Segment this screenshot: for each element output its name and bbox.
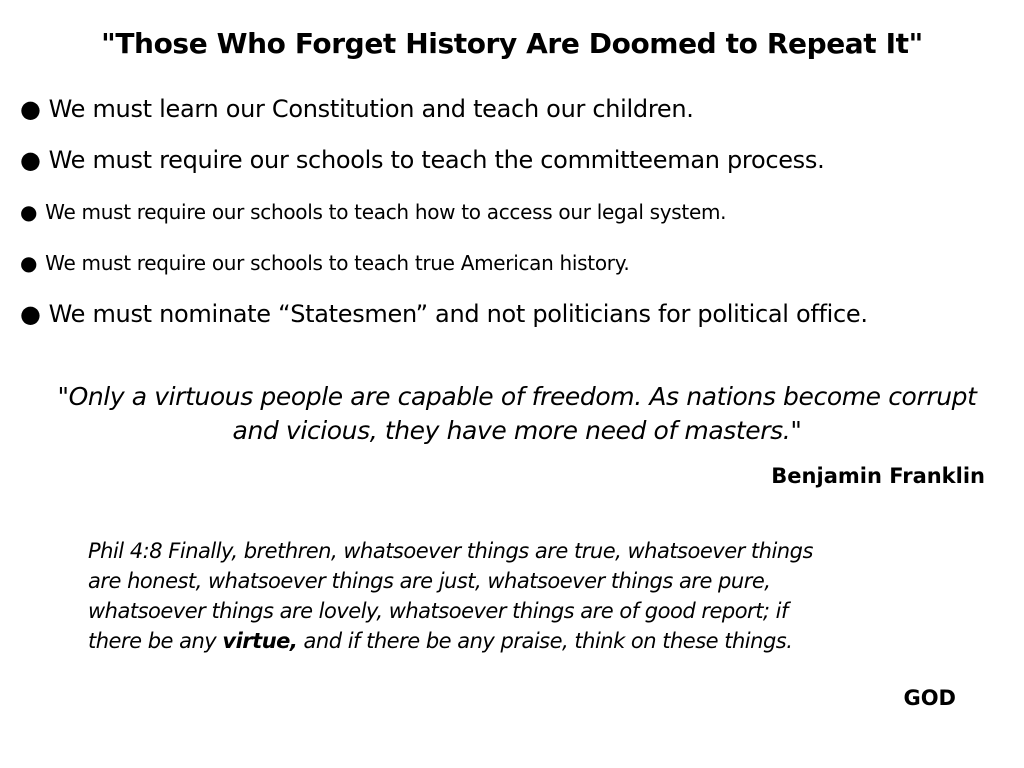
bullet-text: We must require our schools to teach how to access our legal system. — [45, 200, 727, 224]
bullet-dot-icon: ● — [20, 200, 38, 224]
quote-author: Benjamin Franklin — [771, 464, 985, 488]
bullet-item — [20, 94, 694, 124]
verse-line — [88, 626, 948, 656]
bullet-item — [20, 145, 824, 175]
bullet-item — [20, 299, 868, 329]
bullet-item — [20, 199, 726, 225]
verse-emphasis: virtue, — [222, 629, 298, 653]
franklin-quote: "Only a virtuous people are capable of freedom. As nations become corrupt and vicious, they have more need of masters." — [57, 382, 977, 445]
bullet-dot-icon: ● — [20, 300, 41, 328]
verse-text: there be any — [88, 629, 223, 653]
verse-text: and if there be any praise, think on these things. — [297, 629, 793, 653]
bullet-dot-icon: ● — [20, 95, 41, 123]
verse-line: whatsoever things are lovely, whatsoever things are of good report; if — [88, 599, 788, 623]
scripture-verse — [88, 536, 948, 656]
bullet-text: We must require our schools to teach the committeeman process. — [48, 146, 825, 174]
verse-line: are honest, whatsoever things are just, whatsoever things are pure, — [88, 569, 771, 593]
bullet-item — [20, 250, 629, 276]
verse-line: Phil 4:8 Finally, brethren, whatsoever things are true, whatsoever things — [88, 539, 813, 563]
bullet-text: We must nominate “Statesmen” and not politicians for political office. — [48, 300, 868, 328]
verse-author: GOD — [903, 686, 956, 710]
bullet-text: We must learn our Constitution and teach our children. — [48, 95, 694, 123]
bullet-text: We must require our schools to teach true American history. — [45, 251, 630, 275]
bullet-dot-icon: ● — [20, 251, 38, 275]
bullet-dot-icon: ● — [20, 146, 41, 174]
page-title: "Those Who Forget History Are Doomed to Repeat It" — [101, 27, 923, 60]
